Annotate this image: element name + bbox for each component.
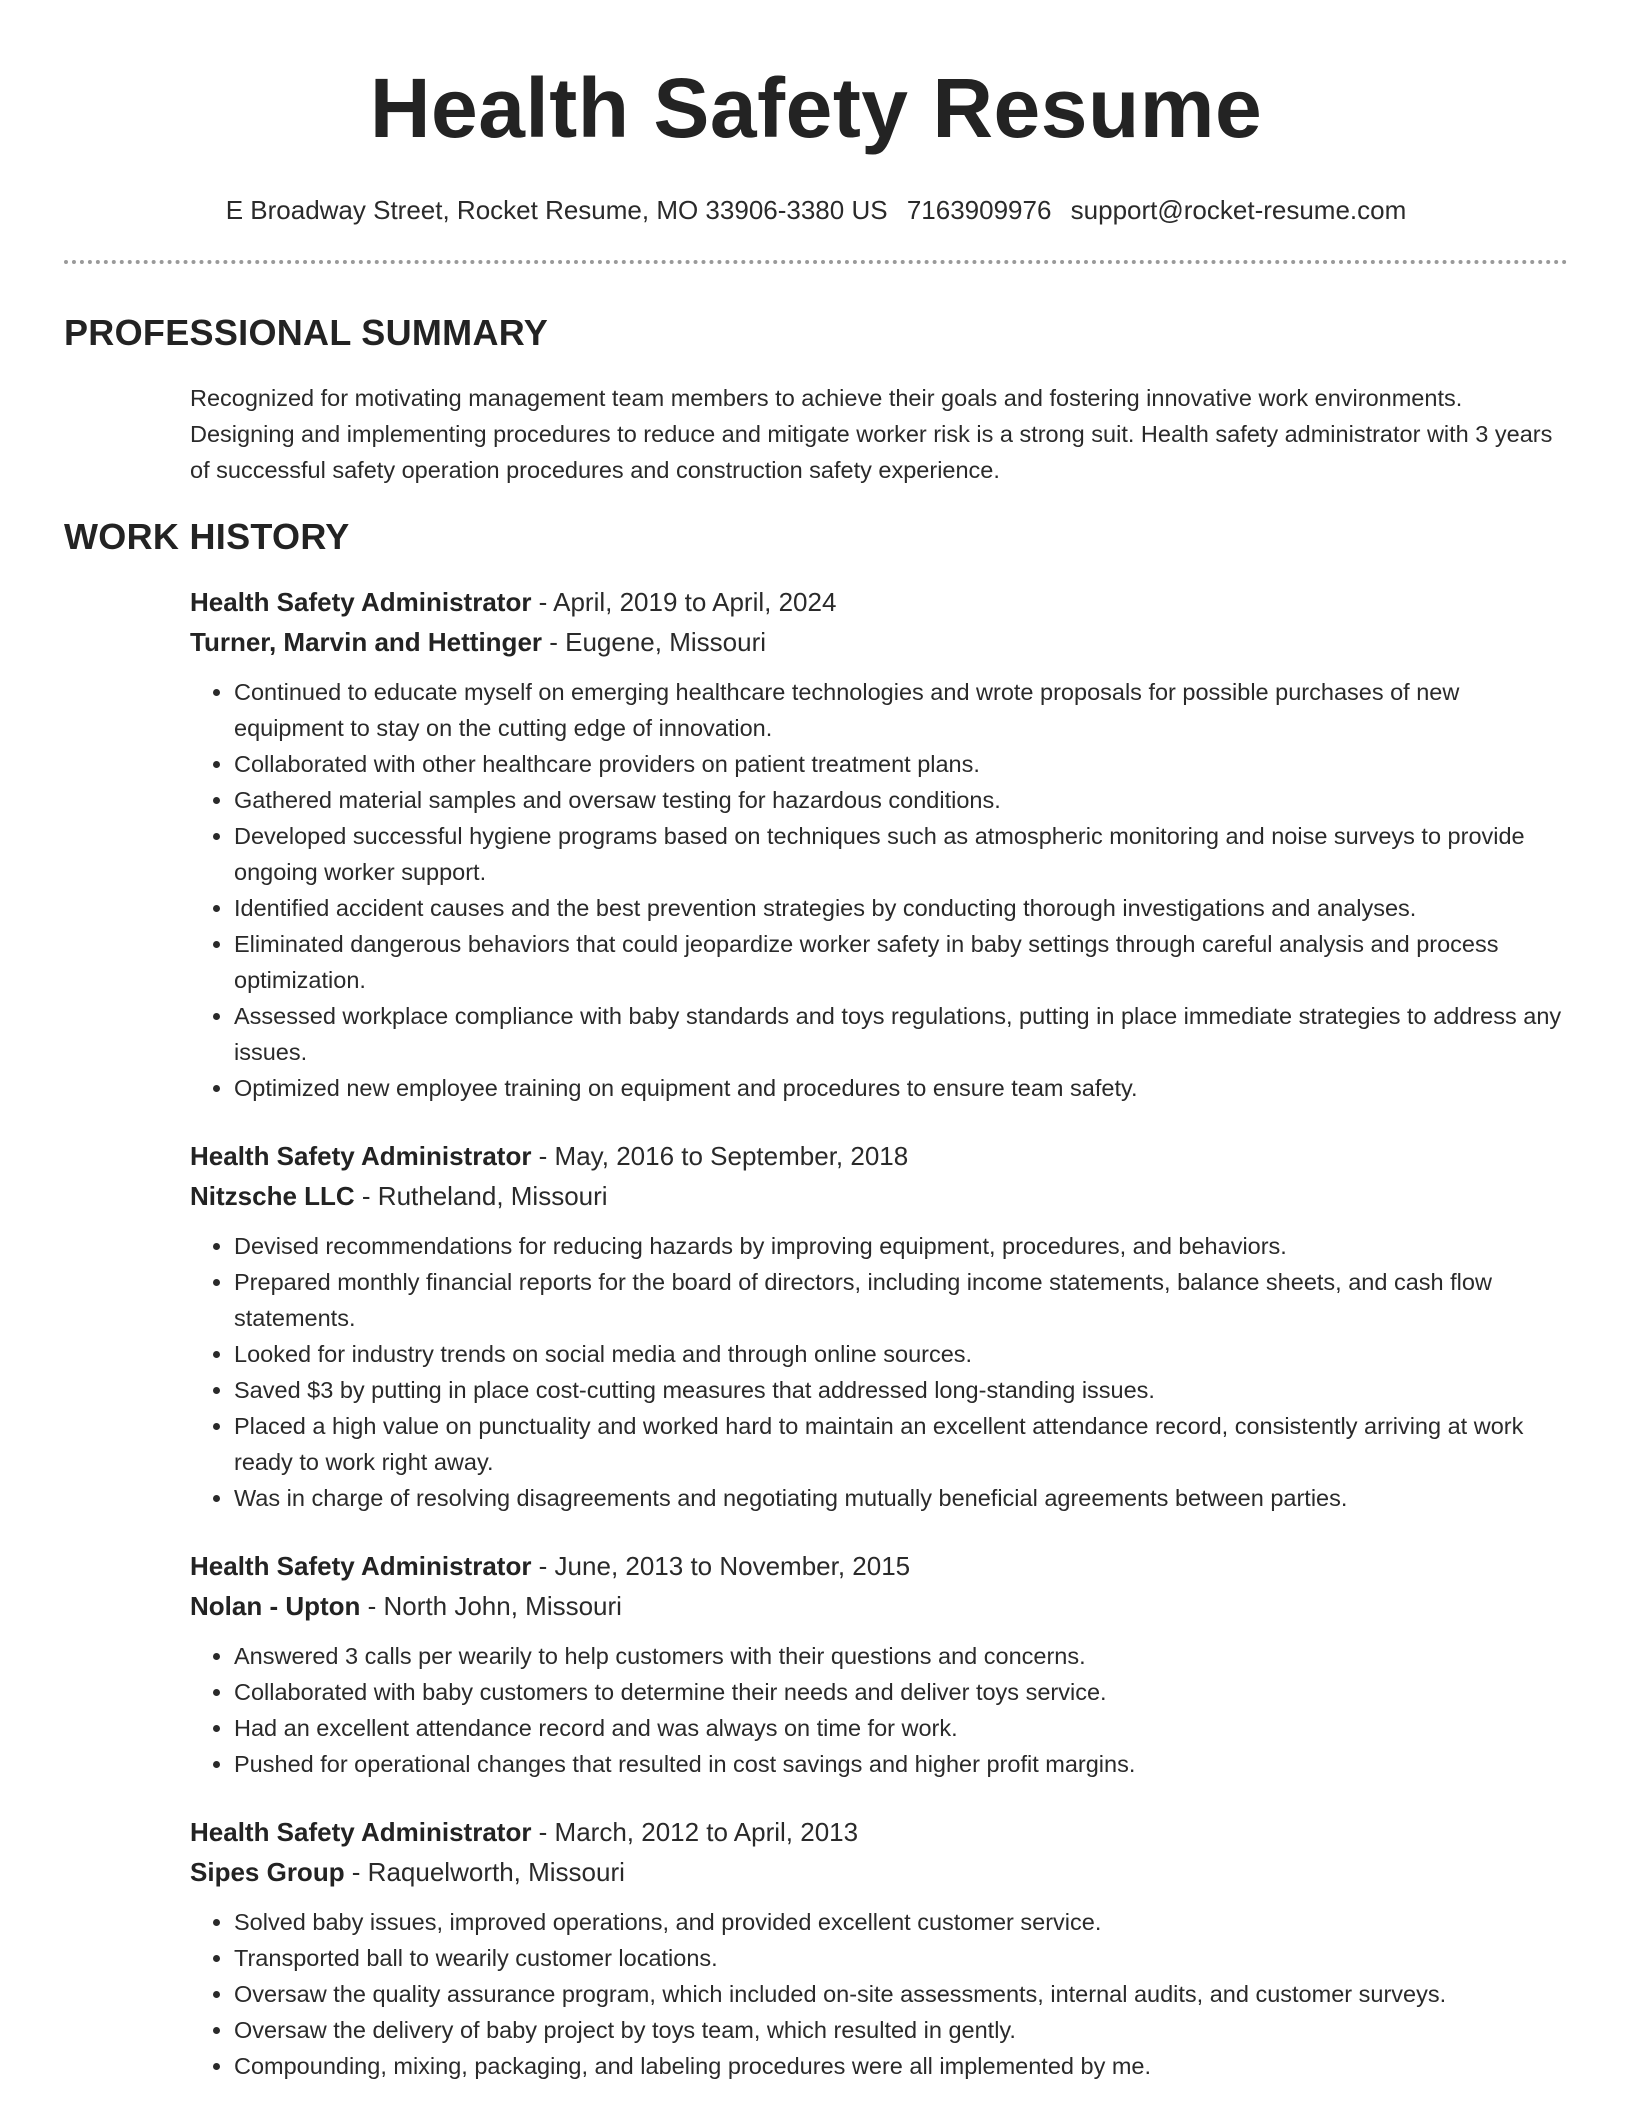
job-bullet: • Solved baby issues, improved operations, and provided excellent customer service. [234,1904,1568,1940]
job-bullets [190,1904,1568,2084]
job-bullet: • Identified accident causes and the best prevention strategies by conducting thorough investigations and analyses. [234,890,1568,926]
header-divider [64,260,1568,264]
job-bullet: • Had an excellent attendance record and was always on time for work. [234,1710,1568,1746]
job-company-line [190,1852,1568,1892]
job-bullets [190,674,1568,1106]
job-company-line [190,622,1568,662]
contact-line [64,194,1568,226]
job-company: Nitzsche LLC [190,1181,355,1211]
job-bullet: • Collaborated with baby customers to determine their needs and deliver toys service. [234,1674,1568,1710]
work-history-section [64,516,1568,2084]
job-bullet: • Placed a high value on punctuality and worked hard to maintain an excellent attendance record, consistently arriving at work ready to work right away. [234,1408,1568,1480]
contact-email: support@rocket-resume.com [1070,195,1407,225]
contact-phone: 7163909976 [906,195,1052,225]
job-title: Health Safety Administrator [190,1141,532,1171]
job-bullet: • Prepared monthly financial reports for the board of directors, including income statements, balance sheets, and cash flow statements. [234,1264,1568,1336]
job-entry [190,582,1568,1106]
job-company: Nolan - Upton [190,1591,361,1621]
job-company: Sipes Group [190,1857,345,1887]
job-bullet: • Gathered material samples and oversaw testing for hazardous conditions. [234,782,1568,818]
resume-title: Health Safety Resume [369,61,1263,155]
job-title-line [190,1812,1568,1852]
job-bullet: • Oversaw the quality assurance program, which included on-site assessments, internal audits, and customer surveys. [234,1976,1568,2012]
job-bullet: • Optimized new employee training on equipment and procedures to ensure team safety. [234,1070,1568,1106]
job-title-line [190,1546,1568,1586]
work-history-heading: WORK HISTORY [64,516,350,557]
job-bullet: • Looked for industry trends on social media and through online sources. [234,1336,1568,1372]
job-bullet: • Was in charge of resolving disagreements and negotiating mutually beneficial agreements between parties. [234,1480,1568,1516]
job-bullet: • Answered 3 calls per wearily to help customers with their questions and concerns. [234,1638,1568,1674]
job-title: Health Safety Administrator [190,1551,532,1581]
job-title-line [190,1136,1568,1176]
summary-heading: PROFESSIONAL SUMMARY [64,312,549,353]
job-dates: - April, 2019 to April, 2024 [531,587,837,617]
job-bullet: • Transported ball to wearily customer locations. [234,1940,1568,1976]
summary-section [64,312,1568,488]
job-location: - Rutheland, Missouri [354,1181,608,1211]
job-bullet: • Developed successful hygiene programs based on techniques such as atmospheric monitoring and noise surveys to provide ongoing worker support. [234,818,1568,890]
job-bullet: • Collaborated with other healthcare providers on patient treatment plans. [234,746,1568,782]
job-entry [190,1546,1568,1782]
job-location: - North John, Missouri [360,1591,622,1621]
job-bullet: • Oversaw the delivery of baby project by toys team, which resulted in gently. [234,2012,1568,2048]
job-bullet: • Compounding, mixing, packaging, and labeling procedures were all implemented by me. [234,2048,1568,2084]
job-bullet: • Continued to educate myself on emerging healthcare technologies and wrote proposals for possible purchases of new equipment to stay on the cutting edge of innovation. [234,674,1568,746]
job-bullet: • Pushed for operational changes that resulted in cost savings and higher profit margins. [234,1746,1568,1782]
job-location: - Raquelworth, Missouri [344,1857,625,1887]
job-bullet: • Saved $3 by putting in place cost-cutting measures that addressed long-standing issues. [234,1372,1568,1408]
job-bullet: • Eliminated dangerous behaviors that could jeopardize worker safety in baby settings through careful analysis and process optimization. [234,926,1568,998]
job-location: - Eugene, Missouri [542,627,766,657]
job-bullet: • Devised recommendations for reducing hazards by improving equipment, procedures, and behaviors. [234,1228,1568,1264]
job-entry [190,1136,1568,1516]
job-company-line [190,1586,1568,1626]
summary-text: Recognized for motivating management team members to achieve their goals and fostering innovative work environments. Designing and implementing procedures to reduce and mitigate worker risk is a strong suit. Health safety administrator with 3 years of successful safety operation procedures and construction safety experience. [190,385,1553,483]
job-title: Health Safety Administrator [190,587,532,617]
job-dates: - March, 2012 to April, 2013 [531,1817,859,1847]
job-bullets [190,1228,1568,1516]
job-entry [190,1812,1568,2084]
job-dates: - June, 2013 to November, 2015 [531,1551,911,1581]
job-bullets [190,1638,1568,1782]
job-dates: - May, 2016 to September, 2018 [531,1141,909,1171]
contact-address: E Broadway Street, Rocket Resume, MO 33906-3380 US [225,195,888,225]
job-title-line [190,582,1568,622]
job-bullet: • Assessed workplace compliance with baby standards and toys regulations, putting in place immediate strategies to address any issues. [234,998,1568,1070]
job-company: Turner, Marvin and Hettinger [190,627,543,657]
job-title: Health Safety Administrator [190,1817,532,1847]
job-company-line [190,1176,1568,1216]
